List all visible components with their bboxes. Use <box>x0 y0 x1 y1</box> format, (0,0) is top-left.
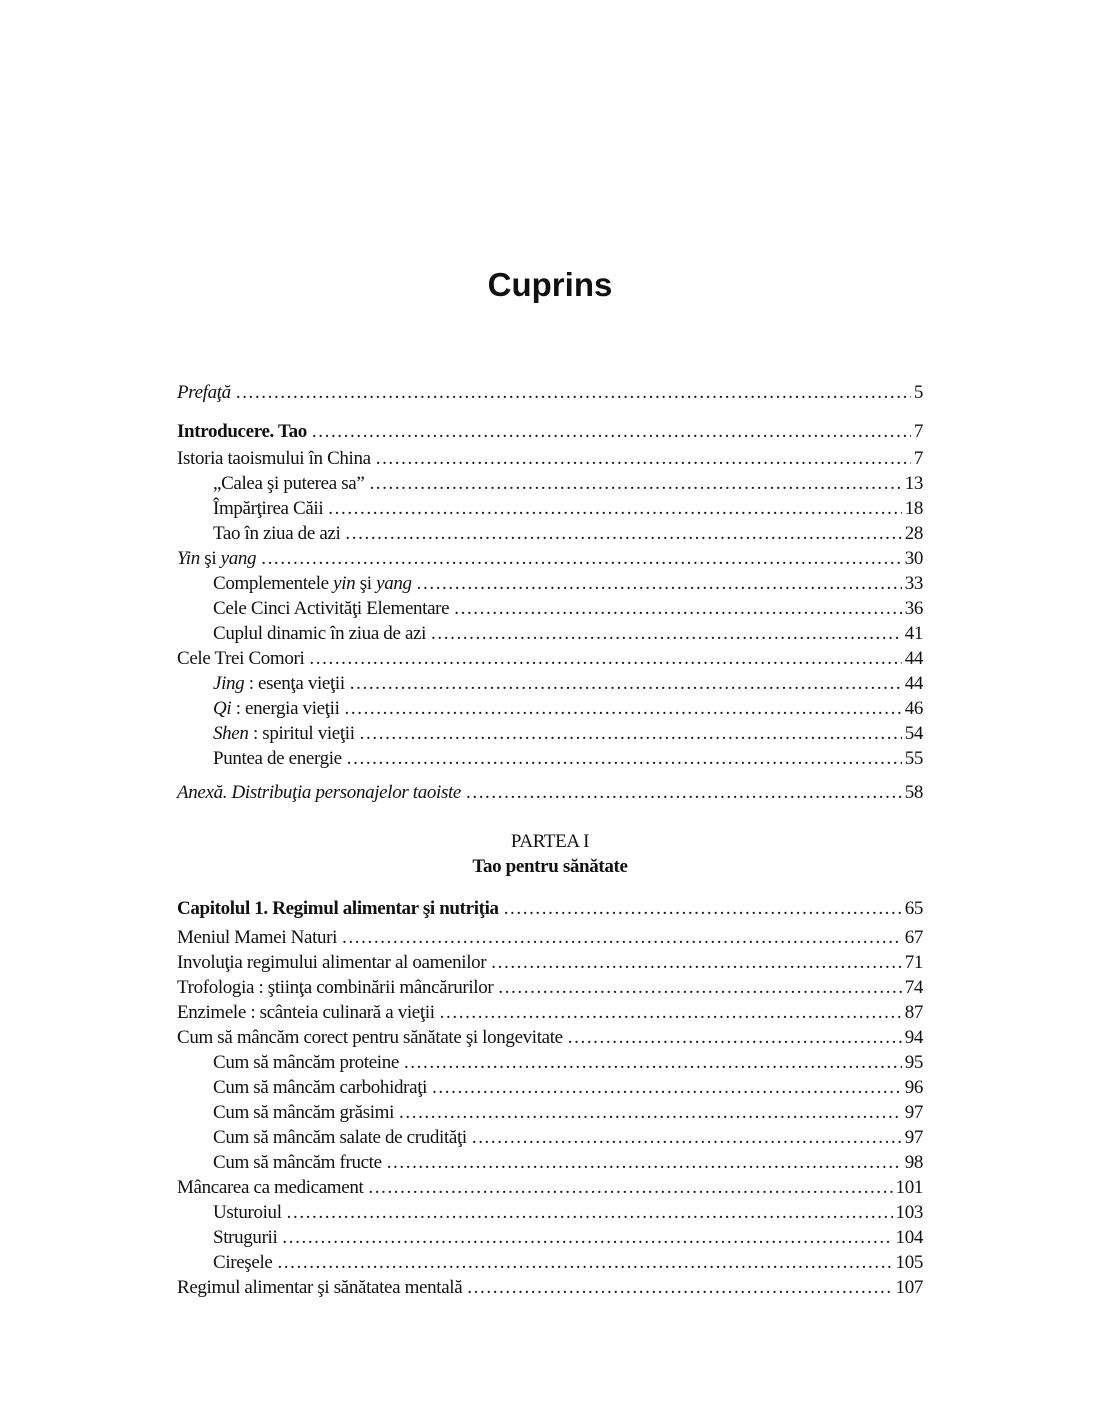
title-segment: Cum să mâncăm grăsimi <box>213 1102 395 1123</box>
toc-entry-title <box>213 496 328 521</box>
toc-entry <box>177 975 923 1000</box>
toc-entry-title <box>177 1175 368 1200</box>
toc-page-number: 87 <box>904 1002 923 1023</box>
dot-leader <box>467 1275 892 1300</box>
page-title: Cuprins <box>487 266 613 303</box>
toc-entry <box>177 1225 923 1250</box>
dot-leader <box>491 950 901 975</box>
toc-entry <box>177 596 923 621</box>
title-segment: Trofologia : ştiinţa combinării mâncărurilor <box>177 977 494 998</box>
title-segment: Jing <box>213 673 245 694</box>
title-segment: Tao în ziua de azi <box>213 523 341 544</box>
toc-page-number: 58 <box>904 782 923 803</box>
title-segment: Cum să mâncăm corect pentru sănătate şi longevitate <box>177 1027 563 1048</box>
toc-entry-title <box>213 671 350 696</box>
toc-page-number: 97 <box>904 1102 923 1123</box>
toc-entry <box>177 646 923 671</box>
toc-entry <box>177 1175 923 1200</box>
dot-leader <box>376 446 911 471</box>
part-title: Tao pentru sănătate <box>472 856 628 877</box>
toc-entry-title <box>177 1025 568 1050</box>
toc-entry <box>177 521 923 546</box>
title-segment: : spiritul vieţii <box>248 723 355 744</box>
toc-entry <box>177 571 923 596</box>
toc-page-number: 96 <box>904 1077 923 1098</box>
toc-entry-title <box>213 721 360 746</box>
dot-leader <box>236 380 911 405</box>
toc-entry <box>177 1025 923 1050</box>
toc-entry-title <box>213 521 345 546</box>
toc-page-number: 5 <box>913 382 923 403</box>
toc-entry-title <box>213 746 347 771</box>
dot-leader <box>454 596 901 621</box>
title-segment: Cele Cinci Activităţi Elementare <box>213 598 450 619</box>
title-segment: Cuplul dinamic în ziua de azi <box>213 623 427 644</box>
title-segment: yin <box>333 573 356 594</box>
toc-entry-title <box>213 596 454 621</box>
dot-leader <box>472 1125 902 1150</box>
toc-page-number: 101 <box>895 1177 923 1198</box>
toc-page-number: 104 <box>895 1227 923 1248</box>
toc-page-number: 65 <box>904 898 923 919</box>
title-segment: Qi <box>213 698 232 719</box>
toc-page-number: 105 <box>895 1252 923 1273</box>
dot-leader <box>342 925 902 950</box>
title-segment: Strugurii <box>213 1227 278 1248</box>
toc-entry <box>177 496 923 521</box>
dot-leader <box>360 721 902 746</box>
dot-leader <box>347 746 902 771</box>
toc-page-number: 94 <box>904 1027 923 1048</box>
dot-leader <box>345 521 901 546</box>
toc-page-number: 98 <box>904 1152 923 1173</box>
title-segment: Anexă. Distribuţia personajelor taoiste <box>177 782 461 803</box>
title-segment: Capitolul 1. Regimul alimentar şi nutriţia <box>177 898 499 919</box>
toc-page-number: 7 <box>913 421 923 442</box>
dot-leader <box>287 1200 893 1225</box>
toc-entry-title <box>177 380 236 405</box>
title-segment: : esenţa vieţii <box>244 673 345 694</box>
toc-entry-title <box>177 546 261 571</box>
toc-entry <box>177 950 923 975</box>
title-segment: Prefaţă <box>177 382 231 403</box>
toc-entry-title <box>213 1250 277 1275</box>
toc-front-matter <box>177 380 923 805</box>
toc-entry <box>177 1100 923 1125</box>
title-segment: Enzimele : scânteia culinară a vieţii <box>177 1002 435 1023</box>
toc-entry <box>177 896 923 921</box>
toc-page-number: 54 <box>904 723 923 744</box>
title-segment: : energia vieţii <box>231 698 340 719</box>
title-segment: Cum să mâncăm carbohidraţi <box>213 1077 428 1098</box>
dot-leader <box>277 1250 892 1275</box>
toc-page-number: 36 <box>904 598 923 619</box>
dot-leader <box>504 896 902 921</box>
dot-leader <box>399 1100 902 1125</box>
title-segment: Shen <box>213 723 249 744</box>
title-segment: şi <box>199 548 221 569</box>
toc-entry <box>177 1250 923 1275</box>
dot-leader <box>387 1150 902 1175</box>
toc-entry-title <box>177 1275 467 1300</box>
dot-leader <box>466 780 902 805</box>
dot-leader <box>282 1225 892 1250</box>
toc-entry-title <box>213 471 369 496</box>
toc-entry-title <box>213 1150 387 1175</box>
toc-entry-title <box>213 621 431 646</box>
title-segment: yang <box>376 573 412 594</box>
title-segment: Meniul Mamei Naturi <box>177 927 338 948</box>
toc-page-number: 107 <box>895 1277 923 1298</box>
toc-page-number: 55 <box>904 748 923 769</box>
toc-entry <box>177 471 923 496</box>
title-segment: Puntea de energie <box>213 748 342 769</box>
toc-entry-title <box>177 1000 440 1025</box>
toc-entry-title <box>177 780 466 805</box>
toc-page-number: 18 <box>904 498 923 519</box>
title-segment: Introducere. Tao <box>177 421 307 442</box>
toc-entry-title <box>213 1225 282 1250</box>
title-segment: şi <box>355 573 377 594</box>
part-label: PARTEA I <box>510 831 590 852</box>
dot-leader <box>368 1175 892 1200</box>
title-segment: Istoria taoismului în China <box>177 448 371 469</box>
toc-page-number: 97 <box>904 1127 923 1148</box>
title-segment: Yin <box>177 548 200 569</box>
title-segment: „Calea şi puterea sa” <box>213 473 365 494</box>
toc-entry <box>177 1150 923 1175</box>
dot-leader <box>345 696 902 721</box>
toc-page-number: 71 <box>904 952 923 973</box>
title-segment: Cele Trei Comori <box>177 648 305 669</box>
toc-entry <box>177 1125 923 1150</box>
toc-entry-title <box>177 419 312 444</box>
title-segment: Cum să mâncăm fructe <box>213 1152 382 1173</box>
toc-entry-title <box>177 646 309 671</box>
toc-entry-title <box>177 950 491 975</box>
title-segment: Regimul alimentar şi sănătatea mentală <box>177 1277 463 1298</box>
dot-leader <box>328 496 901 521</box>
dot-leader <box>417 571 902 596</box>
dot-leader <box>309 646 901 671</box>
toc-entry <box>177 446 923 471</box>
toc-entry-title <box>213 1050 404 1075</box>
toc-page-number: 28 <box>904 523 923 544</box>
toc-entry-title <box>213 1075 432 1100</box>
toc-entry <box>177 671 923 696</box>
toc-entry <box>177 696 923 721</box>
toc-chapter-1 <box>177 896 923 1300</box>
dot-leader <box>404 1050 902 1075</box>
title-segment: Cum să mâncăm salate de crudităţi <box>213 1127 467 1148</box>
toc-page-number: 103 <box>895 1202 923 1223</box>
toc-page-number: 41 <box>904 623 923 644</box>
toc-entry <box>177 746 923 771</box>
toc-entry <box>177 721 923 746</box>
dot-leader <box>261 546 901 571</box>
toc-page-number: 67 <box>904 927 923 948</box>
toc-page-number: 74 <box>904 977 923 998</box>
toc-page-number: 95 <box>904 1052 923 1073</box>
toc-entry-title <box>213 1100 399 1125</box>
toc-entry-title <box>177 446 376 471</box>
dot-leader <box>498 975 901 1000</box>
dot-leader <box>312 419 911 444</box>
toc-page-number: 46 <box>904 698 923 719</box>
toc-entry-title <box>177 925 342 950</box>
dot-leader <box>369 471 901 496</box>
toc-entry <box>177 1075 923 1100</box>
part-heading <box>177 829 923 879</box>
title-segment: Mâncarea ca medicament <box>177 1177 364 1198</box>
dot-leader <box>440 1000 902 1025</box>
toc-page-number: 44 <box>904 648 923 669</box>
toc-page-number: 44 <box>904 673 923 694</box>
toc-page-number: 30 <box>904 548 923 569</box>
title-segment: Usturoiul <box>213 1202 282 1223</box>
toc-entry <box>177 1200 923 1225</box>
dot-leader <box>350 671 902 696</box>
title-segment: Involuţia regimului alimentar al oamenilor <box>177 952 487 973</box>
toc-entry <box>177 419 923 444</box>
toc-entry <box>177 621 923 646</box>
dot-leader <box>568 1025 902 1050</box>
toc-entry <box>177 1275 923 1300</box>
dot-leader <box>432 1075 902 1100</box>
toc-entry <box>177 925 923 950</box>
toc-entry-title <box>213 1200 287 1225</box>
toc-page-number: 7 <box>913 448 923 469</box>
toc-entry-title <box>213 696 345 721</box>
toc-entry-title <box>177 896 504 921</box>
title-segment: Împărţirea Căii <box>213 498 324 519</box>
title-segment: Cum să mâncăm proteine <box>213 1052 399 1073</box>
toc-entry <box>177 780 923 805</box>
title-segment: yang <box>220 548 257 569</box>
toc-entry-title <box>213 1125 472 1150</box>
toc-entry <box>177 1000 923 1025</box>
toc-entry <box>177 380 923 405</box>
dot-leader <box>431 621 902 646</box>
toc-entry-title <box>213 571 417 596</box>
toc-entry-title <box>177 975 498 1000</box>
toc-page-number: 33 <box>904 573 923 594</box>
title-segment: Complementele <box>213 573 334 594</box>
toc-page-number: 13 <box>904 473 923 494</box>
toc-entry <box>177 1050 923 1075</box>
toc-entry <box>177 546 923 571</box>
title-segment: Cireşele <box>213 1252 273 1273</box>
